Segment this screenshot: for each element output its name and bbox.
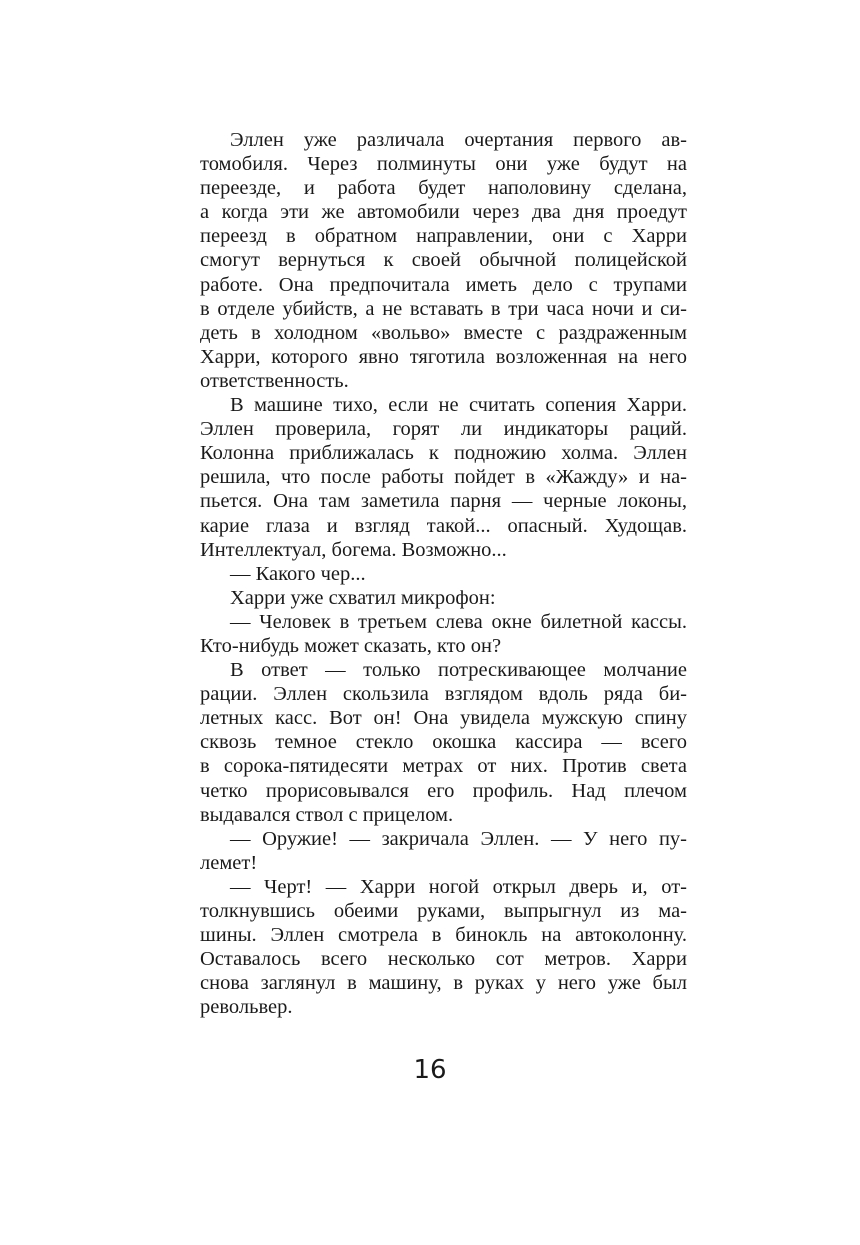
text-line: В ответ — только потрескивающее молчание xyxy=(230,659,687,682)
text-line: решила, что после работы пойдет в «Жажду» и на- xyxy=(200,466,687,489)
text-line: переезд в обратном направлении, они с Харри xyxy=(200,225,687,248)
page-number: 16 xyxy=(413,1055,447,1085)
text-line: летных касс. Вот он! Она увидела мужскую спину xyxy=(200,707,687,730)
text-line: снова заглянул в машину, в руках у него уже был xyxy=(200,972,687,995)
text-line: Эллен проверила, горят ли индикаторы раций. xyxy=(200,418,687,441)
text-line: в отделе убийств, а не вставать в три часа ночи и си- xyxy=(200,297,687,320)
text-line: Оставалось всего несколько сот метров. Харри xyxy=(200,948,687,971)
text-line: сквозь темное стекло окошка кассира — всего xyxy=(200,731,687,754)
text-line: Харри, которого явно тяготила возложенная на него xyxy=(200,345,687,368)
text-line: — Какого чер... xyxy=(230,562,366,585)
text-line: Колонна приближалась к подножию холма. Эллен xyxy=(200,442,687,465)
text-line: В машине тихо, если не считать сопения Харри. xyxy=(230,394,687,417)
text-line: Харри уже схватил микрофон: xyxy=(230,586,496,609)
body-text xyxy=(200,128,687,1019)
text-line: лемет! xyxy=(200,851,258,874)
text-line: а когда эти же автомобили через два дня проедут xyxy=(200,201,687,224)
text-line: четко прорисовывался его профиль. Над плечом xyxy=(200,779,687,802)
text-line: Кто-нибудь может сказать, кто он? xyxy=(200,634,502,657)
text-line: рации. Эллен скользила взглядом вдоль ряда би- xyxy=(200,683,687,706)
text-line: — Оружие! — закричала Эллен. — У него пу- xyxy=(230,827,687,850)
text-line: ответственность. xyxy=(200,369,349,392)
text-line: карие глаза и взгляд такой... опасный. Худощав. xyxy=(200,514,687,537)
text-line: толкнувшись обеими руками, выпрыгнул из ма- xyxy=(200,900,687,922)
text-line: — Черт! — Харри ногой открыл дверь и, от- xyxy=(230,875,687,898)
text-line: — Человек в третьем слева окне билетной кассы. xyxy=(230,610,687,633)
text-line: Эллен уже различала очертания первого ав- xyxy=(230,129,687,151)
text-line: томобиля. Через полминуты они уже будут на xyxy=(200,153,687,176)
text-line: выдавался ствол с прицелом. xyxy=(200,803,454,826)
text-line: в сорока-пятидесяти метрах от них. Против света xyxy=(200,755,687,778)
text-line: шины. Эллен смотрела в бинокль на автоколонну. xyxy=(200,924,687,947)
text-line: Интеллектуал, богема. Возможно... xyxy=(200,538,507,561)
text-line: револьвер. xyxy=(200,996,293,1019)
text-line: пьется. Она там заметила парня — черные локоны, xyxy=(200,490,687,513)
text-line: работе. Она предпочитала иметь дело с трупами xyxy=(200,273,687,296)
text-line: смогут вернуться к своей обычной полицейской xyxy=(200,249,687,272)
text-line: деть в холодном «вольво» вместе с раздраженным xyxy=(200,321,687,344)
text-line: переезде, и работа будет наполовину сделана, xyxy=(200,177,687,200)
